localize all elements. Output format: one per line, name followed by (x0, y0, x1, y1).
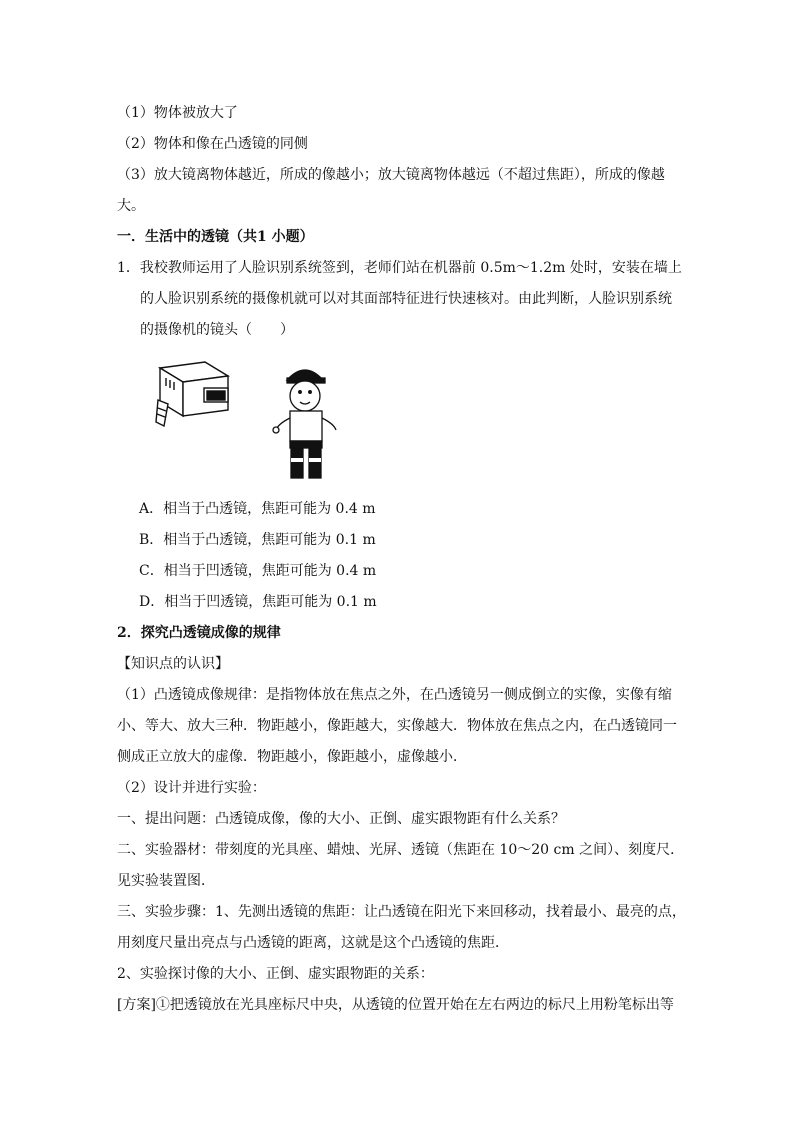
step-equipment-line-1: 二、实验器材：带刻度的光具座、蜡烛、光屏、透镜（焦距在 10～20 cm 之间）、刻度尺． (117, 842, 685, 858)
step-plan: [方案]①把透镜放在光具座标尺中央，从透镜的位置开始在左右两边的标尺上用粉笔标出等 (117, 997, 674, 1013)
knowledge-1-line-1: （1）凸透镜成像规律：是指物体放在焦点之外，在凸透镜另一侧成倒立的实像，实像有缩 (117, 687, 672, 703)
section-2-heading: 2．探究凸透镜成像的规律 (117, 625, 281, 641)
intro-point-3: （3）放大镜离物体越近，所成的像越小；放大镜离物体越远（不超过焦距），所成的像越 (117, 167, 665, 183)
step-procedure-line-2: 用刻度尺量出亮点与凸透镜的距离，这就是这个凸透镜的焦距． (117, 935, 509, 951)
question-1-line-3: 的摄像机的镜头（ ） (140, 322, 294, 338)
person-icon (273, 370, 336, 478)
step-procedure-line-1: 三、实验步骤：1、先测出透镜的焦距：让凸透镜在阳光下来回移动，找着最小、最亮的点， (117, 904, 686, 920)
intro-point-2: （2）物体和像在凸透镜的同侧 (117, 136, 308, 152)
option-d: D．相当于凹透镜，焦距可能为 0.1 m (139, 594, 377, 610)
option-a: A．相当于凸透镜，焦距可能为 0.4 m (139, 501, 376, 517)
step-equipment-line-2: 见实验装置图． (117, 873, 215, 889)
knowledge-1-line-2: 小、等大、放大三种．物距越小，像距越大，实像越大．物体放在焦点之内，在凸透镜同一 (117, 718, 677, 734)
knowledge-title: 【知识点的认识】 (117, 656, 229, 672)
intro-point-3-cont: 大。 (117, 198, 145, 214)
option-b: B．相当于凸透镜，焦距可能为 0.1 m (139, 532, 376, 548)
question-1-line-1: 1．我校教师运用了人脸识别系统签到，老师们站在机器前 0.5m～1.2m 处时，安装在墙上 (117, 260, 682, 276)
step-explore: 2、实验探讨像的大小、正倒、虚实跟物距的关系： (117, 966, 434, 982)
intro-point-1: （1）物体被放大了 (117, 105, 238, 121)
knowledge-1-line-3: 侧成正立放大的虚像．物距越小，像距越小，虚像越小． (117, 749, 467, 765)
camera-icon (156, 362, 228, 426)
question-1-line-2: 的人脸识别系统的摄像机就可以对其面部特征进行快速核对。由此判断，人脸识别系统 (140, 291, 672, 307)
step-question: 一、提出问题：凸透镜成像，像的大小、正倒、虚实跟物距有什么关系？ (117, 811, 565, 827)
face-recognition-illustration (150, 358, 370, 484)
knowledge-2: （2）设计并进行实验： (117, 780, 266, 796)
section-1-heading: 一．生活中的透镜（共1 小题） (117, 229, 314, 245)
option-c: C．相当于凹透镜，焦距可能为 0.4 m (139, 563, 377, 579)
